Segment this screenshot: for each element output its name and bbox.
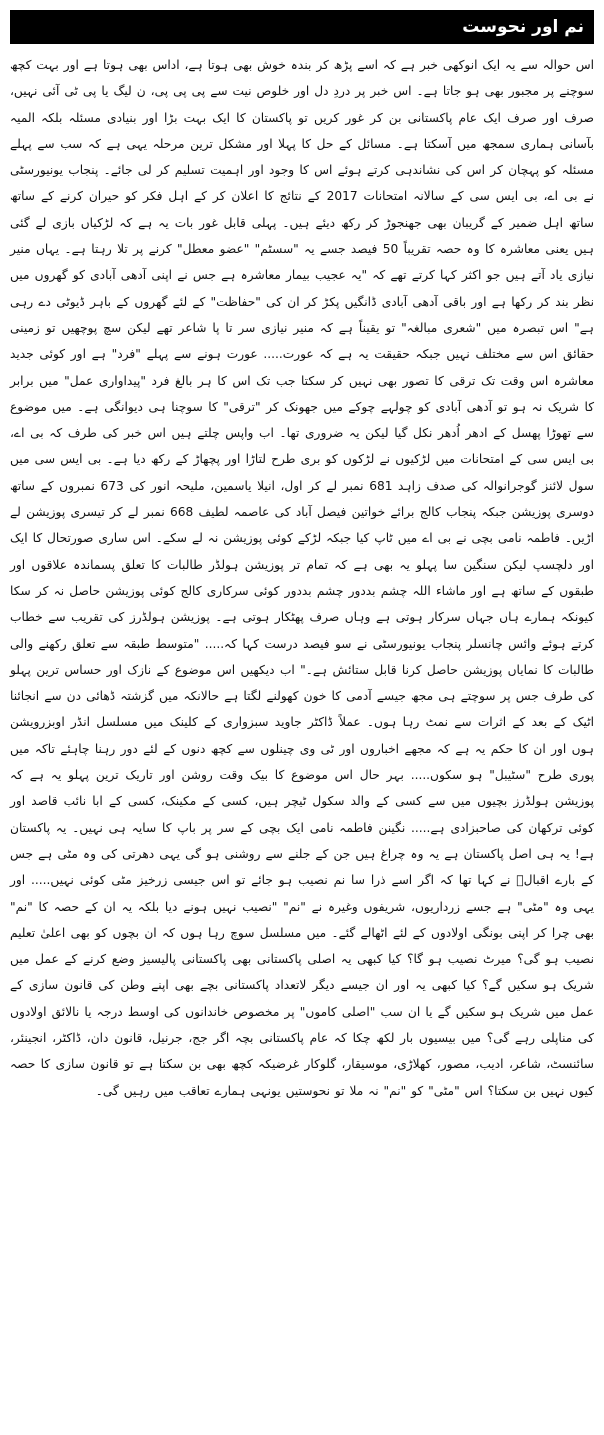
article-body — [10, 52, 594, 1104]
article-title: نم اور نحوست — [10, 10, 594, 44]
article-paragraph: اس حوالہ سے یہ ایک انوکھی خبر ہے کہ اسے پڑھ کر بندہ خوش بھی ہوتا ہے، اداس بھی ہوتا ہے اور بہت کچھ سوچنے پر مجبور بھی ہو جاتا ہے۔ اس خبر پر دردِ دل اور خلوص نیت سے پی پی پی، ن لیگ یا پی ٹی آئی نہیں، صرف اور صرف ایک عام پاکستانی بن کر غور کریں تو پاکستان کا ایک بہت بڑا اور بنیادی مسئلہ بلکہ المیہ بآسانی ہماری سمجھ میں آسکتا ہے۔ مسائل کے حل کا پہلا اور مشکل ترین مرحلہ یہی ہے کہ سب سے پہلے مسئلہ کو پہچان کر اس کی نشاندہی کرتے ہوئے اس کا وجود اور اہمیت تسلیم کر لی جائے۔ پنجاب یونیورسٹی نے بی اے، بی ایس سی کے سالانہ امتحانات 2017 کے نتائج کا اعلان کر کے اہل فکر کو حیران کرنے کے ساتھ ساتھ اہل ضمیر کے گریبان بھی جھنجوڑ کر رکھ دیئے ہیں۔ پہلی قابل غور بات یہ ہے کہ لڑکیاں بازی لے گئی ہیں یعنی معاشرہ کا وہ حصہ تقریباً 50 فیصد جسے یہ "سسٹم" "عضو معطل" کرنے پر تلا رہتا ہے۔ یہاں منیر نیازی یاد آتے ہیں جو اکثر کہا کرتے تھے کہ "یہ عجیب بیمار معاشرہ ہے جس نے اپنی آدھی آبادی کو گھروں میں نظر بند کر رکھا ہے اور باقی آدھی آبادی ڈانگیں پکڑ کر ان کی "حفاظت" کے لئے گھروں کے باہر ڈیوٹی دے رہی ہے" اس تبصرہ میں "شعری مبالغہ" تو یقیناً ہے کہ منیر نیازی سر تا پا شاعر تھے لیکن سچ پوچھیں تو زمینی حقائق اس سے مختلف نہیں جبکہ حقیقت یہ ہے کہ عورت..... عورت ہونے سے پہلے "فرد" ہے اور کوئی جدید معاشرہ اس وقت تک ترقی کا تصور بھی نہیں کر سکتا جب تک اس کا ہر بالغ فرد "پیداواری عمل" میں برابر کا شریک نہ ہو تو آدھی آبادی کو چولہے چوکے میں جھونک کر "ترقی" کا سوچنا ہی دیوانگی ہے۔ میں موضوع سے تھوڑا پھسل کے ادھر اُدھر نکل گیا لیکن یہ ضروری تھا۔ اب واپس چلتے ہیں اس خبر کی طرف کہ بی اے، بی ایس سی کے امتحانات میں لڑکیوں نے لڑکوں کو بری طرح لتاڑا اور پچھاڑ کے رکھ دیا ہے۔ بی ایس سی میں سول لائنز گوجرانوالہ کی صدف زاہد 681 نمبر لے کر اول، انیلا یاسمین، ملیحہ انور کی 673 نمبروں کے ساتھ دوسری پوزیشن جبکہ پنجاب کالج برائے خواتین فیصل آباد کی عاصمہ لطیف 668 نمبر لے کر تیسری پوزیشن لے اڑیں۔ فاطمہ نامی بچی نے بی اے میں ٹاپ کیا جبکہ لڑکے کوئی پوزیشن نہ لے سکے۔ اس ساری صورتحال کا ایک اور دلچسپ لیکن سنگین سا پہلو یہ بھی ہے کہ تمام تر پوزیشن ہولڈر طالبات کا تعلق پسماندہ علاقوں اور طبقوں کے ساتھ ہے اور ماشاء اللہ چشم بددور چشم بددور کوئی سرکاری کالج کوئی پوزیشن حاصل نہ کر سکا کیونکہ ہمارے ہاں جہاں سرکار ہوتی ہے وہاں صرف پھٹکار ہوتی ہے۔ پوزیشن ہولڈرز کی تقریب سے خطاب کرتے ہوئے وائس چانسلر پنجاب یونیورسٹی نے سو فیصد درست کہا کہ..... "متوسط طبقہ سے تعلق رکھنے والی طالبات کا نمایاں پوزیشن حاصل کرنا قابل ستائش ہے۔" اب دیکھیں اس موضوع کے نازک اور حساس ترین پہلو کی طرف جس پر سوچتے ہی مجھ جیسے آدمی کا خون کھولنے لگتا ہے حالانکہ میں گزشتہ ڈھائی دن سے انجائنا اٹیک کے بعد کے اثرات سے نمٹ رہا ہوں۔ عملاً ڈاکٹر جاوید سبزواری کے کلینک میں مسلسل انڈر اوبزرویشن ہوں اور ان کا حکم یہ ہے کہ مجھے اخباروں اور ٹی وی چینلوں سے کچھ دنوں کے لئے دور رہنا چاہئے تاکہ میں پوری طرح "سٹیبل" ہو سکوں..... بہر حال اس موضوع کا بیک وقت روشن اور تاریک ترین پہلو یہ ہے کہ پوزیشن ہولڈرز بچیوں میں سے کسی کے والد سکول ٹیچر ہیں، کسی کے مکینک، کسی کے ابا نائب قاصد اور کوئی ترکھان کی صاحبزادی ہے..... نگینن فاطمہ نامی ایک بچی کے سر پر باپ کا سایہ ہی نہیں۔ یہ پاکستان ہے! یہ ہی اصل پاکستان ہے یہ وہ چراغ ہیں جن کے جلنے سے روشنی ہو گی یہی دھرتی کی وہ مٹی ہے جس کے بارے اقبالؒ نے کہا تھا کہ اگر اسے ذرا سا نم نصیب ہو جائے تو اس جیسی زرخیز مٹی کوئی نہیں..... اور یہی وہ "مٹی" ہے جسے زرداریوں، شریفوں وغیرہ نے "نم" "نصیب نہیں ہونے دیا بلکہ یہ ان کے حصہ کا "نم" بھی چرا کر اپنی بونگی اولادوں کے لئے اٹھالے گئے۔ میں مسلسل سوچ رہا ہوں کہ ان بچوں کو بھی اعلیٰ تعلیم نصیب ہو گی؟ میرٹ نصیب ہو گا؟ کیا کبھی یہ اصلی پاکستانی بھی پاکستانی پالیسیز وضع کرنے کے عمل میں شریک ہو سکیں گے؟ کیا کبھی یہ اور ان جیسے دیگر لاتعداد پاکستانی بچے بھی اپنے وطن کی قانون سازی کے عمل میں شریک ہو سکیں گے یا ان سب "اصلی کاموں" پر مخصوص خاندانوں کی اوسط درجہ یا نالائق اولادوں کی مناپلی رہے گی؟ میں بیسیوں بار لکھ چکا کہ عام پاکستانی بچہ اگر جج، جرنیل، قانون دان، ڈاکٹر، انجینئر، سائنسٹ، شاعر، ادیب، مصور، کھلاڑی، موسیقار، گلوکار غرضیکہ کچھ بھی بن سکتا ہے تو قانون سازی کا حصہ کیوں نہیں بن سکتا؟ اس "مٹی" کو "نم" نہ ملا تو نحوستیں یونہی ہمارے تعاقب میں رہیں گی۔ — [10, 58, 594, 1098]
